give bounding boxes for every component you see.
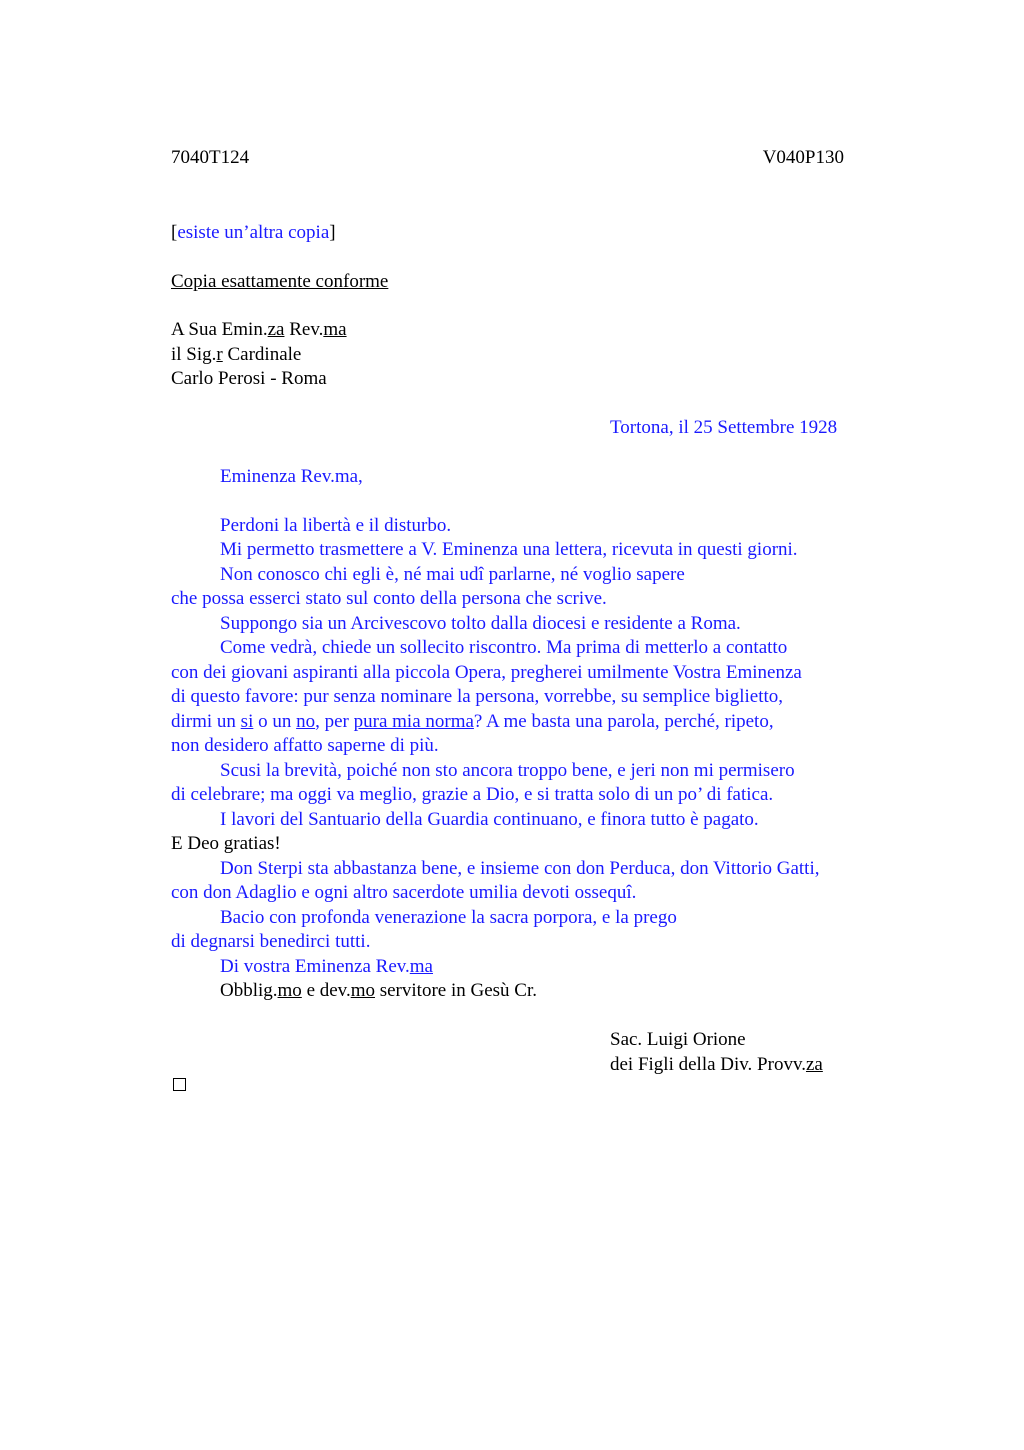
body-line: Bacio con profonda venerazione la sacra porpora, e la prego [220, 907, 677, 928]
copy-note-text: esiste un’altra copia [177, 222, 330, 243]
body-line: non desidero affatto saperne di più. [171, 735, 439, 756]
address-line-3: Carlo Perosi - Roma [171, 368, 327, 389]
body-text: ? A me basta una parola, perché, ripeto, [473, 711, 774, 732]
body-line: che possa esserci stato sul conto della persona che scrive. [171, 588, 607, 609]
salutation: Eminenza Rev.ma, [220, 466, 363, 487]
bracket-open: [ [171, 222, 178, 243]
body-line: Come vedrà, chiede un sollecito riscontro. Ma prima di metterlo a contatto [220, 637, 788, 658]
address-abbr: ma [323, 319, 347, 340]
body-line: di questo favore: pur senza nominare la persona, vorrebbe, su semplice biglietto, [171, 686, 784, 707]
body-line: Suppongo sia un Arcivescovo tolto dalla diocesi e residente a Roma. [220, 613, 741, 634]
body-emphasis: no [296, 711, 316, 732]
letter-date: Tortona, il 25 Settembre 1928 [610, 417, 838, 438]
address-line-2 [171, 343, 301, 367]
body-text: , per [315, 711, 354, 732]
address-text: Cardinale [222, 344, 302, 365]
body-line [171, 710, 774, 734]
closing-text: Obblig. [220, 980, 278, 1001]
closing-abbr: mo [277, 980, 302, 1001]
body-text: o un [253, 711, 297, 732]
closing-text: servitore in Gesù Cr. [374, 980, 537, 1001]
copy-note [171, 221, 336, 245]
body-line: E Deo gratias! [171, 833, 281, 854]
closing-abbr: ma [409, 956, 433, 977]
body-line: di celebrare; ma oggi va meglio, grazie a Dio, e si tratta solo di un po’ di fatica. [171, 784, 774, 805]
copy-title: Copia esattamente conforme [171, 271, 389, 292]
body-line: Mi permetto trasmettere a V. Eminenza una lettera, ricevuta in questi giorni. [220, 539, 798, 560]
closing-text: Di vostra Eminenza Rev. [220, 956, 410, 977]
body-line: Don Sterpi sta abbastanza bene, e insieme con don Perduca, don Vittorio Gatti, [220, 858, 820, 879]
end-marker-box-icon [173, 1078, 186, 1091]
bracket-close: ] [329, 222, 336, 243]
body-line: Perdoni la libertà e il disturbo. [220, 515, 452, 536]
body-line: Non conosco chi egli è, né mai udî parlarne, né voglio sapere [220, 564, 685, 585]
address-abbr: za [267, 319, 285, 340]
closing-text: e dev. [301, 980, 351, 1001]
address-abbr: r [216, 344, 223, 365]
signature-org-abbr: za [805, 1054, 823, 1075]
signature-org [610, 1053, 823, 1077]
closing-abbr: mo [350, 980, 375, 1001]
body-emphasis: si [240, 711, 254, 732]
body-text: dirmi un [171, 711, 241, 732]
closing-line [220, 955, 433, 979]
document-code-left: 7040T124 [171, 147, 250, 168]
address-text: il Sig. [171, 344, 217, 365]
body-line: di degnarsi benedirci tutti. [171, 931, 371, 952]
address-line-1 [171, 318, 347, 342]
signature-org-text: dei Figli della Div. Provv. [610, 1054, 806, 1075]
signature-name: Sac. Luigi Orione [610, 1029, 746, 1050]
address-text: A Sua Emin. [171, 319, 268, 340]
document-code-right: V040P130 [762, 147, 844, 168]
body-line: Scusi la brevità, poiché non sto ancora troppo bene, e jeri non mi permisero [220, 760, 795, 781]
body-line: con don Adaglio e ogni altro sacerdote umilia devoti ossequî. [171, 882, 637, 903]
body-line: con dei giovani aspiranti alla piccola Opera, pregherei umilmente Vostra Eminenza [171, 662, 802, 683]
address-text: Rev. [284, 319, 324, 340]
body-emphasis: pura mia norma [353, 711, 474, 732]
body-line: I lavori del Santuario della Guardia continuano, e finora tutto è pagato. [220, 809, 759, 830]
closing-line [220, 979, 537, 1003]
